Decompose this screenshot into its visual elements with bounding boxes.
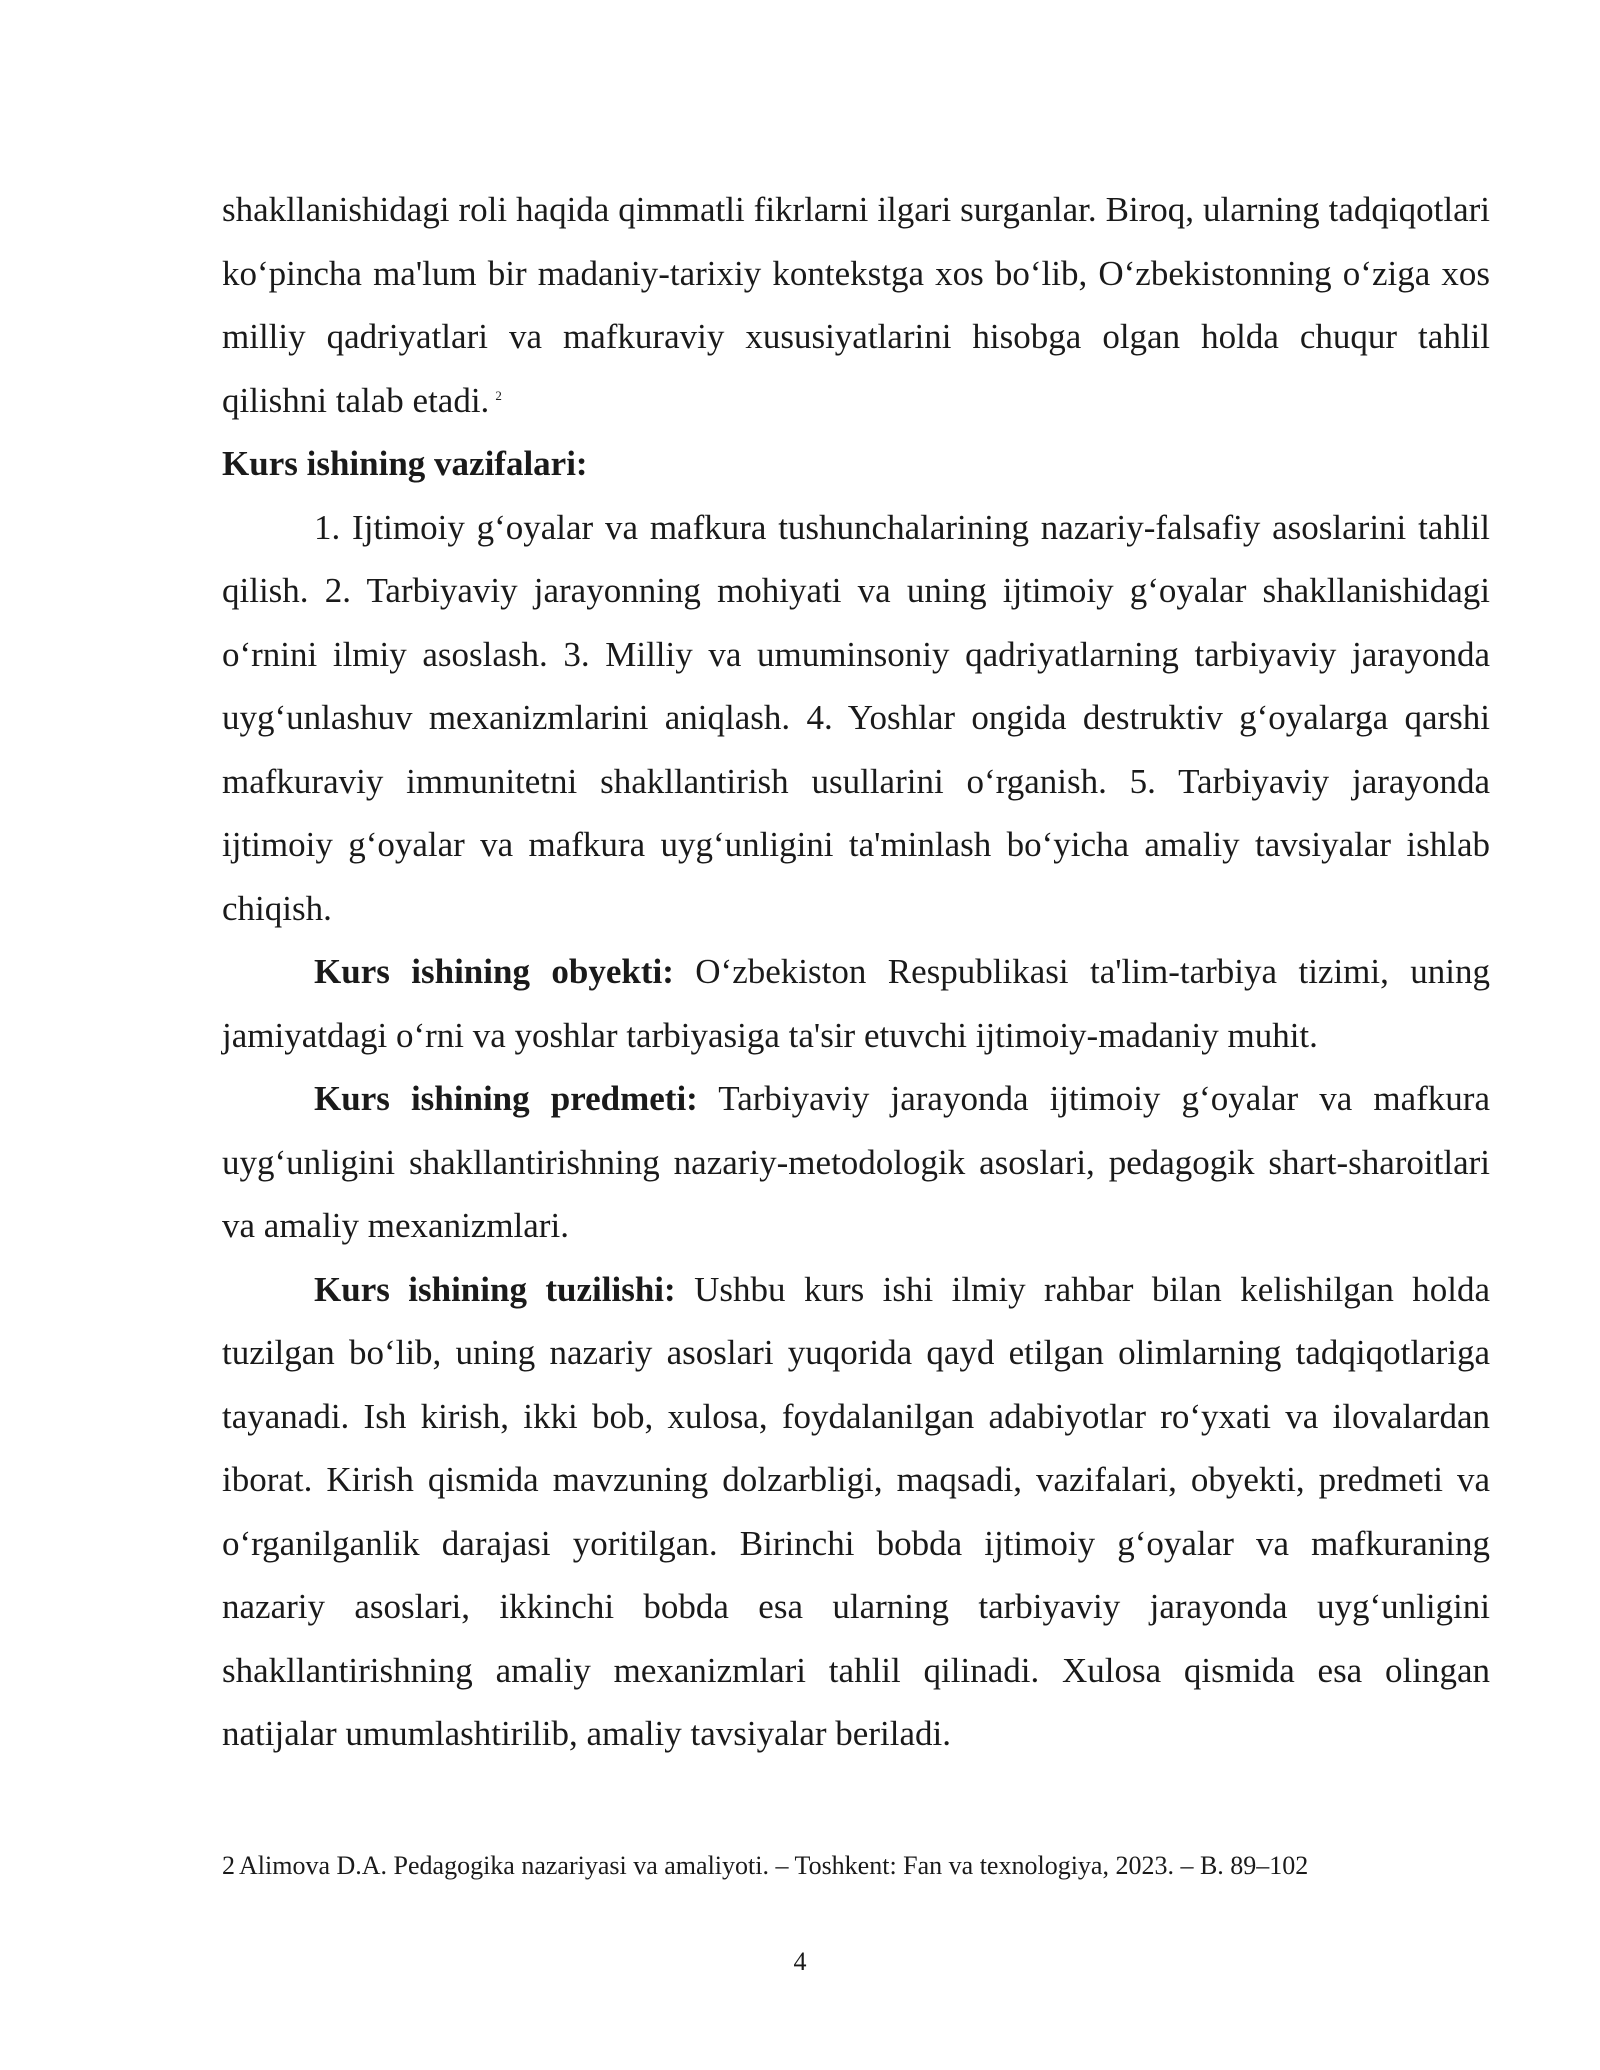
object-text: O‘zbekiston Respublikasi ta'lim-tarbiya tizimi, uning jamiyatdagi o‘rni va yoshlar tarbiyasiga ta'sir etuvchi ijtimoiy-madaniy muhit. — [222, 952, 1491, 1055]
footnote-reference: 2 — [495, 387, 502, 403]
object-paragraph — [222, 940, 1490, 1067]
tasks-paragraph: 1. Ijtimoiy g‘oyalar va mafkura tushunchalarining nazariy-falsafiy asoslarini tahlil qilish. 2. Tarbiyaviy jarayonning mohiyati va uning ijtimoiy g‘oyalar shakllanishidagi o‘rnini ilmiy asoslash. 3. Milliy va umuminsoniy qadriyatlarning tarbiyaviy jarayonda uyg‘unlashuv mexanizmlarini aniqlash. 4. Yoshlar ongida destruktiv g‘oyalarga qarshi mafkuraviy immunitetni shakllantirish usullarini o‘rganish. 5. Tarbiyaviy jarayonda ijtimoiy g‘oyalar va mafkura uyg‘unligini ta'minlash bo‘yicha amaliy tavsiyalar ishlab chiqish. — [222, 507, 1490, 928]
structure-text: Ushbu kurs ishi ilmiy rahbar bilan kelishilgan holda tuzilgan bo‘lib, uning nazariy asoslari yuqorida qayd etilgan olimlarning tadqiqotlariga tayanadi. Ish kirish, ikki bob, xulosa, foydalanilgan adabiyotlar ro‘yxati va ilovalardan iborat. Kirish qismida mavzuning dolzarbligi, maqsadi, vazifalari, obyekti, predmeti va o‘rganilganlik darajasi yoritilgan. Birinchi bobda ijtimoiy g‘oyalar va mafkuraning nazariy asoslari, ikkinchi bobda esa ularning tarbiyaviy jarayonda uyg‘unligini shakllantirishning amaliy mexanizmlari tahlil qilinadi. Xulosa qismida esa olingan natijalar umumlashtirilib, amaliy tavsiyalar beriladi. — [222, 1269, 1491, 1753]
subject-paragraph — [222, 1067, 1490, 1258]
object-lead: Kurs ishining obyekti: — [314, 952, 674, 991]
structure-paragraph — [222, 1258, 1490, 1766]
subject-text: Tarbiyaviy jarayonda ijtimoiy g‘oyalar va mafkura uyg‘unligini shakllantirishning nazariy-metodologik asoslari, pedagogik shart-sharoitlari va amaliy mexanizmlari. — [222, 1079, 1490, 1245]
document-body — [222, 178, 1490, 1766]
footnote — [222, 1848, 1490, 1884]
continuation-paragraph — [222, 178, 1490, 432]
footnote-number: 2 — [222, 1851, 235, 1880]
footnote-text: Alimova D.A. Pedagogika nazariyasi va amaliyoti. – Toshkent: Fan va texnologiya, 2023. – B. 89–102 — [239, 1851, 1309, 1880]
structure-lead: Kurs ishining tuzilishi: — [314, 1269, 676, 1309]
continuation-text: shakllanishidagi roli haqida qimmatli fikrlarni ilgari surganlar. Biroq, ularning tadqiqotlari ko‘pincha ma'lum bir madaniy-tarixiy kontekstga xos bo‘lib, O‘zbekistonning o‘ziga xos milliy qadriyatlari va mafkuraviy xususiyatlarini hisobga olgan holda chuqur tahlil qilishni talab etadi. — [222, 190, 1490, 420]
tasks-heading: Kurs ishining vazifalari: — [222, 444, 588, 483]
subject-lead: Kurs ishining predmeti: — [314, 1079, 698, 1118]
page-number: 4 — [793, 1947, 807, 1976]
